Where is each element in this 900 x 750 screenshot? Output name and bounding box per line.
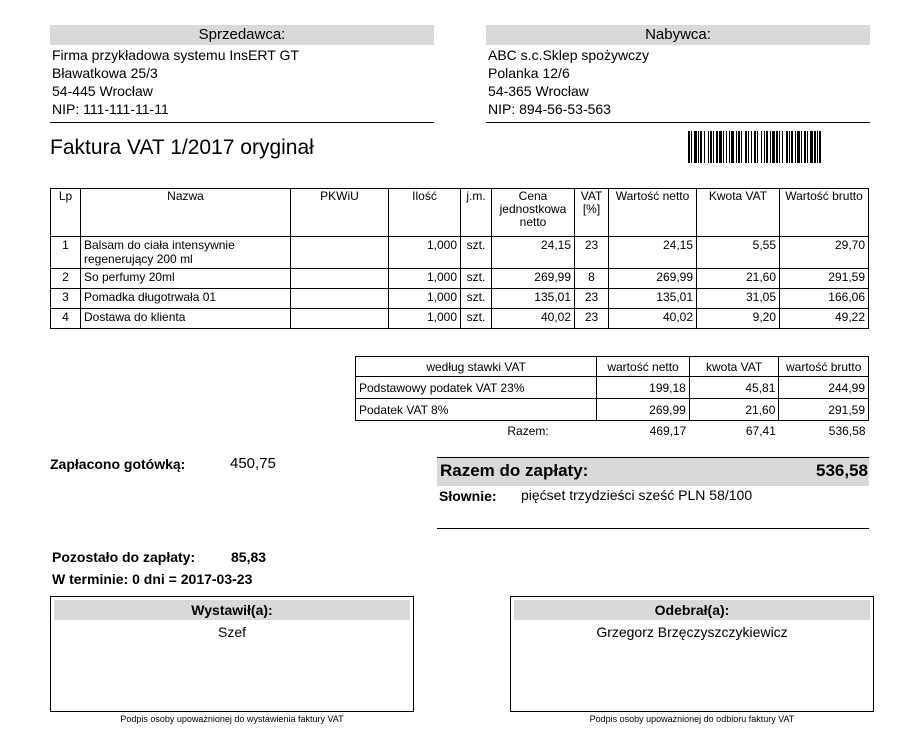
vat-col-gross: wartość brutto [779,357,869,377]
vat-net: 199,18 [597,377,690,399]
vat-total-gross: 536,58 [828,423,866,438]
row-vat-amount: 5,55 [697,237,780,269]
row-gross: 291,59 [780,269,869,289]
vat-total-row [356,421,869,441]
row-pkwiu [291,237,389,269]
col-unit-price: Cena jednostkowa netto [492,189,575,237]
words-label: Słownie: [439,488,497,504]
paid-value: 450,75 [230,455,276,472]
col-pkwiu: PKWiU [291,189,389,237]
row-price: 40,02 [492,309,575,329]
buyer-header: Nabywca: [486,25,870,45]
col-vat-amount: Kwota VAT [697,189,780,237]
row-net: 135,01 [609,289,697,309]
row-unit: szt. [461,289,492,309]
row-lp: 3 [51,289,81,309]
remaining-label: Pozostało do zapłaty: [52,549,196,565]
issued-signature-box [50,596,414,712]
buyer-name: ABC s.c.Sklep spożywczy [488,47,650,63]
vat-rate: Podatek VAT 8% [356,399,597,421]
vat-amount: 21,60 [689,399,779,421]
vat-row [356,377,869,399]
vat-total-net: 469,17 [649,423,687,438]
seller-divider [50,122,434,123]
row-qty: 1,000 [389,309,461,329]
table-row [51,309,869,329]
row-vat: 23 [575,309,609,329]
vat-gross: 291,59 [779,399,869,421]
row-qty: 1,000 [389,237,461,269]
row-lp: 4 [51,309,81,329]
barcode-image [688,131,868,163]
seller-name: Firma przykładowa systemu InsERT GT [52,47,299,63]
col-unit: j.m. [461,189,492,237]
table-row [51,237,869,269]
total-bar [437,457,869,486]
row-net: 269,99 [609,269,697,289]
row-unit: szt. [461,269,492,289]
vat-row [356,399,869,421]
vat-rate: Podstawowy podatek VAT 23% [356,377,597,399]
row-vat-amount: 31,05 [697,289,780,309]
col-name: Nazwa [81,189,291,237]
deadline-text: W terminie: 0 dni = 2017-03-23 [52,571,253,587]
table-row [51,289,869,309]
seller-block [50,25,434,123]
table-row [51,269,869,289]
row-unit: szt. [461,309,492,329]
row-gross: 29,70 [780,237,869,269]
words-value: pięćset trzydzieści sześć PLN 58/100 [521,487,753,503]
row-unit: szt. [461,237,492,269]
row-name: Pomadka długotrwała 01 [81,289,291,309]
items-table [50,188,869,329]
vat-total-vat: 67,41 [745,423,776,438]
row-net: 40,02 [609,309,697,329]
vat-col-rate: według stawki VAT [356,357,597,377]
received-signature-box [510,596,874,712]
vat-net: 269,99 [597,399,690,421]
vat-total-label: Razem: [507,423,549,438]
vat-summary-table [355,356,869,441]
col-qty: Ilość [389,189,461,237]
row-net: 24,15 [609,237,697,269]
row-pkwiu [291,269,389,289]
row-vat: 8 [575,269,609,289]
row-qty: 1,000 [389,269,461,289]
seller-city: 54-445 Wrocław [52,83,153,99]
col-lp: Lp [51,189,81,237]
row-lp: 1 [51,237,81,269]
row-vat: 23 [575,289,609,309]
row-vat-amount: 9,20 [697,309,780,329]
received-name: Grzegorz Brzęczyszczykiewicz [596,624,788,640]
seller-header: Sprzedawca: [50,25,434,45]
row-pkwiu [291,309,389,329]
vat-col-net: wartość netto [597,357,690,377]
vat-col-vat: kwota VAT [689,357,779,377]
vat-amount: 45,81 [689,377,779,399]
row-gross: 166,06 [780,289,869,309]
row-pkwiu [291,289,389,309]
row-price: 135,01 [492,289,575,309]
received-header: Odebrał(a): [514,600,870,620]
seller-nip: NIP: 111-111-11-11 [52,101,169,117]
row-gross: 49,22 [780,309,869,329]
col-net: Wartość netto [609,189,697,237]
buyer-city: 54-365 Wrocław [488,83,589,99]
row-price: 24,15 [492,237,575,269]
vat-gross: 244,99 [779,377,869,399]
issued-header: Wystawił(a): [54,600,410,620]
buyer-street: Polanka 12/6 [488,65,570,81]
total-value: 536,58 [816,461,868,480]
row-name: Dostawa do klienta [81,309,291,329]
row-lp: 2 [51,269,81,289]
row-name: Balsam do ciała intensywnie regenerujący 200 ml [81,237,291,269]
buyer-nip: NIP: 894-56-53-563 [488,101,611,117]
remaining-value: 85,83 [231,549,267,565]
buyer-block [486,25,870,123]
paid-label: Zapłacono gotówką: [50,456,186,472]
issued-name: Szef [217,624,246,640]
invoice-title: Faktura VAT 1/2017 oryginał [50,136,314,159]
row-name: So perfumy 20ml [81,269,291,289]
col-vat: VAT [%] [575,189,609,237]
row-vat: 23 [575,237,609,269]
row-qty: 1,000 [389,289,461,309]
issued-caption: Podpis osoby upoważnionej do wystawienia faktury VAT [120,714,344,724]
received-caption: Podpis osoby upoważnionej do odbioru faktury VAT [589,714,795,724]
buyer-divider [486,122,870,123]
col-gross: Wartość brutto [780,189,869,237]
total-divider [437,528,869,529]
total-label: Razem do zapłaty: [440,461,589,480]
seller-street: Bławatkowa 25/3 [52,65,158,81]
row-vat-amount: 21,60 [697,269,780,289]
row-price: 269,99 [492,269,575,289]
